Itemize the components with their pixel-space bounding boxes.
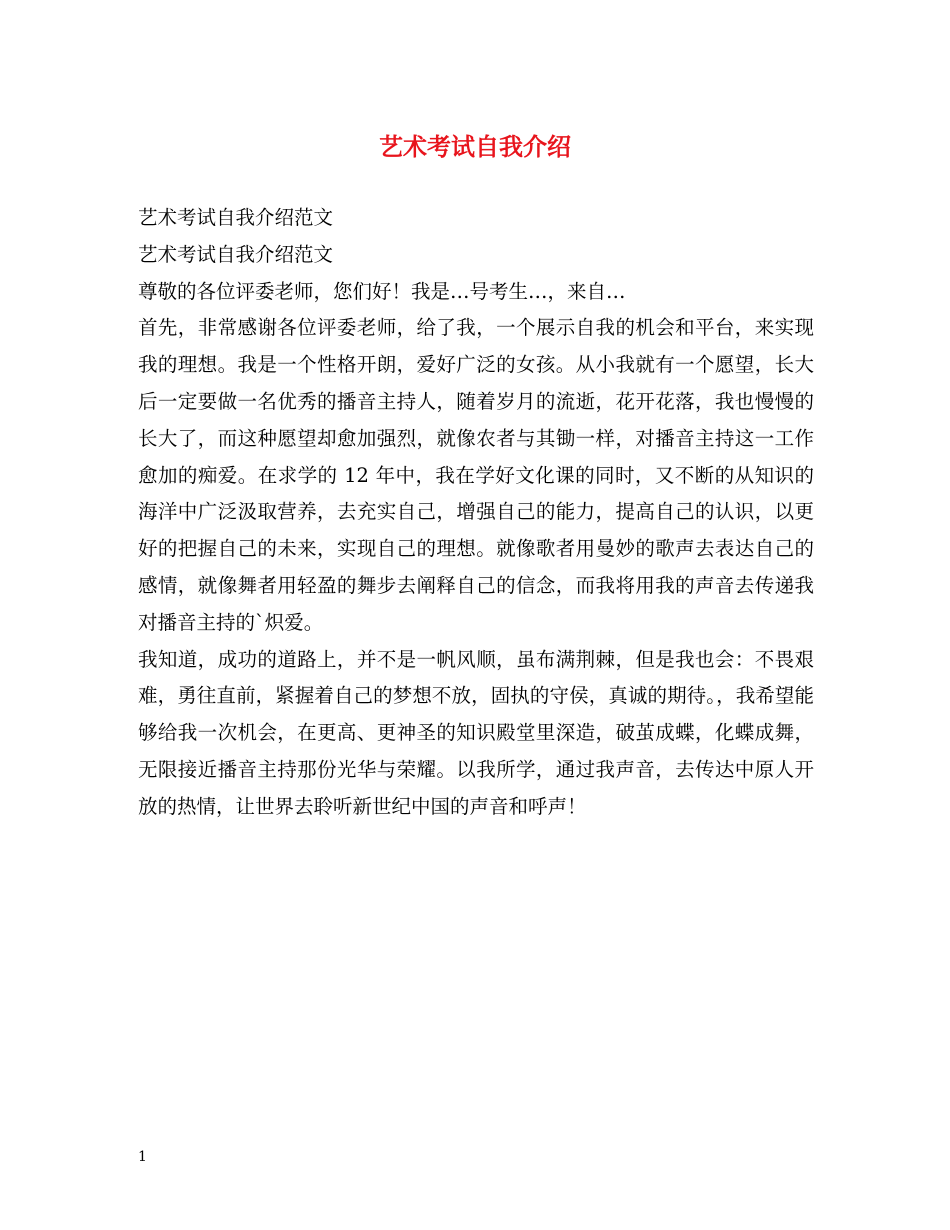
paragraph-subtitle-2: 艺术考试自我介绍范文 (138, 242, 334, 266)
document-title: 艺术考试自我介绍 (379, 132, 571, 161)
page-number: 1 (138, 1149, 147, 1165)
paragraph-greeting: 尊敬的各位评委老师，您们好！我是…号考生…，来自… (138, 279, 626, 303)
document-body (138, 200, 814, 826)
paragraph-subtitle-1: 艺术考试自我介绍范文 (138, 206, 334, 229)
paragraph-introduction: 首先，非常感谢各位评委老师，给了我，一个展示自我的机会和平台，来实现我的理想。我是一个性格开朗，爱好广泛的女孩。从小我就有一个愿望，长大后一定要做一名优秀的播音主持人，随着岁月的流逝，花开花落，我也慢慢的长大了，而这种愿望却愈加强烈，就像农者与其锄一样，对播音主持这一工作愈加的痴爱。在求学的 12 年中，我在学好文化课的同时，又不断的从知识的海洋中广泛汲取营养，去充实自己，增强自己的能力，提高自己的认识，以更好的把握自己的未来，实现自己的理想。就像歌者用曼妙的歌声去表达自己的感情，就像舞者用轻盈的舞步去阐释自己的信念，而我将用我的声音去传递我对播音主持的`炽爱。 (138, 316, 814, 634)
paragraph-conclusion: 我知道，成功的道路上，并不是一帆风顺，虽布满荆棘，但是我也会：不畏艰难，勇往直前，紧握着自己的梦想不放，固执的守侯，真诚的期待。，我希望能够给我一次机会，在更高、更神圣的知识殿堂里深造，破茧成蝶，化蝶成舞，无限接近播音主持那份光华与荣耀。以我所学，通过我声音，去传达中原人开放的热情，让世界去聆听新世纪中国的声音和呼声！ (138, 647, 814, 818)
